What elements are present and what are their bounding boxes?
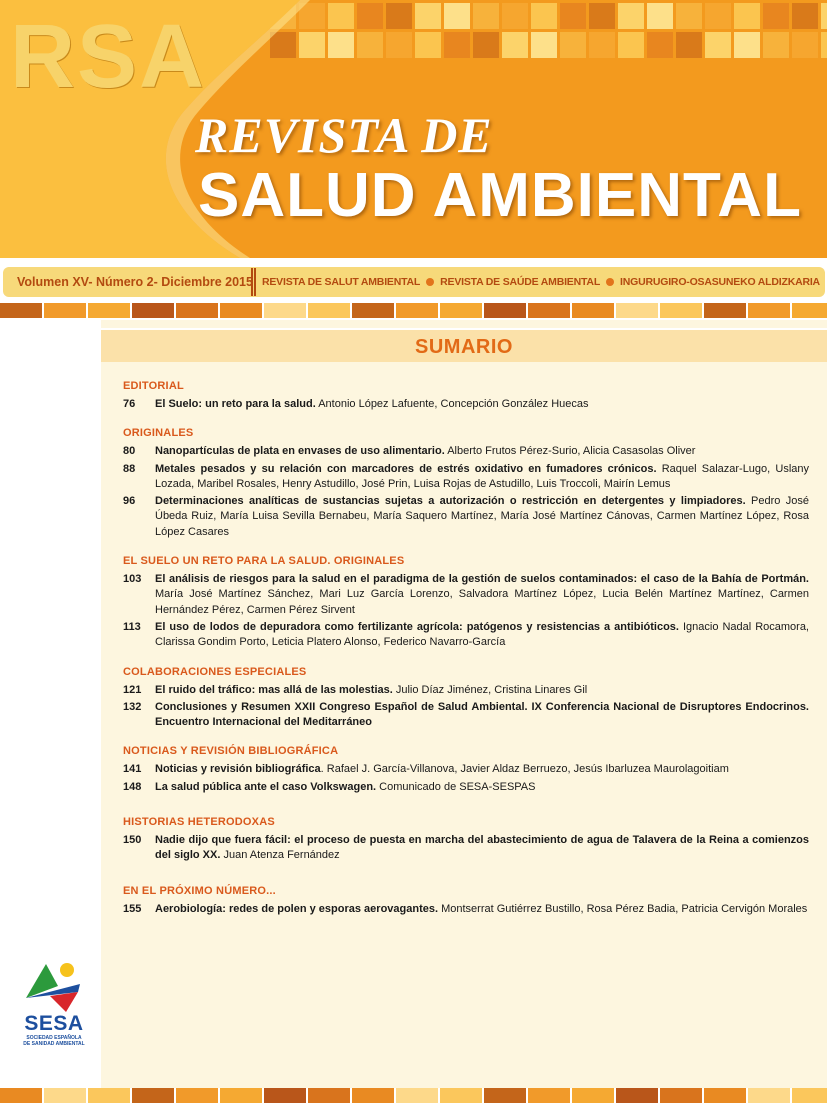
toc-section: [123, 380, 809, 412]
entry-text: [155, 462, 809, 493]
strip-tile: [748, 303, 790, 318]
sesa-name: SESA: [24, 1012, 84, 1035]
article-title: Aerobiología: redes de polen y esporas aerovagantes.: [155, 902, 439, 915]
page-number: 80: [123, 445, 136, 458]
journal-title-line1: REVISTA DE: [195, 107, 493, 163]
strip-tile: [176, 303, 218, 318]
strip-tile: [0, 1088, 42, 1103]
entry-text: [155, 902, 809, 917]
entry-text: [155, 780, 809, 795]
strip-tile: [396, 303, 438, 318]
entry-text: [155, 494, 809, 540]
page-number: 113: [123, 620, 141, 633]
volume-issue: Volumen XV- Número 2- Diciembre 2015: [17, 275, 253, 289]
section-heading: ORIGINALES: [123, 427, 194, 440]
strip-tile: [440, 303, 482, 318]
toc-entry[interactable]: [123, 572, 809, 618]
alt-title-galician: REVISTA DE SAÚDE AMBIENTAL: [440, 276, 601, 288]
strip-tile: [484, 1088, 526, 1103]
article-authors: Montserrat Gutiérrez Bustillo, Rosa Pérez Badia, Patricia Cervigón Morales: [438, 902, 808, 915]
article-title: El ruido del tráfico: mas allá de las molestias.: [155, 683, 393, 696]
page-number: 155: [123, 902, 142, 915]
page-number: 88: [123, 462, 136, 475]
toc-entry[interactable]: [123, 397, 809, 412]
strip-tile: [44, 1088, 86, 1103]
strip-tile: [264, 303, 306, 318]
strip-tile: [792, 1088, 827, 1103]
toc-section: [123, 427, 809, 540]
journal-title-line2: SALUD AMBIENTAL: [198, 161, 802, 230]
alt-title-catalan: REVISTA DE SALUT AMBIENTAL: [262, 276, 421, 288]
toc-entry[interactable]: [123, 494, 809, 540]
page-number: 150: [123, 834, 142, 847]
strip-tile: [220, 1088, 262, 1103]
strip-tile: [440, 1088, 482, 1103]
article-title: Nadie dijo que fuera fácil: el proceso de puesta en marcha del abastecimiento de agua de Talavera de la Reina a comienzos del siglo XX.: [155, 834, 809, 862]
entry-text: [155, 683, 809, 698]
strip-tile: [572, 1088, 614, 1103]
strip-tile: [264, 1088, 306, 1103]
strip-tile: [308, 303, 350, 318]
page-number: 148: [123, 780, 142, 793]
sumario-bar: [101, 328, 827, 362]
sumario-heading: SUMARIO: [415, 336, 513, 358]
page-number: 141: [123, 763, 142, 776]
rsa-logo-text: RSA: [10, 7, 207, 107]
toc-entry[interactable]: [123, 833, 809, 864]
color-strip-bottom: [0, 1088, 827, 1103]
article-title: Metales pesados y su relación con marcadores de estrés oxidativo en fumadores crónicos.: [155, 462, 657, 475]
strip-tile: [88, 1088, 130, 1103]
article-authors: . Rafael J. García-Villanova, Javier Aldaz Berruezo, Jesús Ibarluzea Maurolagoitiam: [320, 763, 729, 776]
toc-entry[interactable]: [123, 683, 809, 698]
article-authors: Comunicado de SESA-SESPAS: [376, 780, 536, 793]
sesa-subtitle-line2: DE SANIDAD AMBIENTAL: [23, 1041, 85, 1047]
article-title: El análisis de riesgos para la salud en el paradigma de la gestión de suelos contaminados: el caso de la Bahía de Portmán.: [155, 573, 809, 586]
strip-tile: [792, 303, 827, 318]
article-authors: María José Martínez Sánchez, Mari Luz García Lorenzo, Salvadora Martínez López, Lucia Belén Martínez Martínez, Carmen Hernández Pérez, Carmen Pérez Sirvent: [155, 588, 809, 616]
entry-text: [155, 762, 809, 777]
toc-section: [123, 816, 809, 864]
strip-tile: [616, 303, 658, 318]
color-strip-top: [0, 303, 827, 318]
section-heading: NOTICIAS Y REVISIÓN BIBLIOGRÁFICA: [123, 745, 339, 758]
strip-tile: [308, 1088, 350, 1103]
divider: [251, 268, 256, 296]
strip-tile: [660, 1088, 702, 1103]
strip-tile: [396, 1088, 438, 1103]
strip-tile: [176, 1088, 218, 1103]
section-heading: COLABORACIONES ESPECIALES: [123, 665, 307, 678]
toc-entry[interactable]: [123, 780, 809, 795]
strip-tile: [132, 303, 174, 318]
cover-header: [0, 0, 827, 258]
entry-text: [155, 700, 809, 731]
issue-info-bar: [3, 267, 825, 297]
toc-section: [123, 555, 809, 650]
article-title: El uso de lodos de depuradora como fertilizante agrícola: patógenos y resistencias a antibióticos.: [155, 620, 679, 633]
toc-section: [123, 666, 809, 731]
toc-section: [123, 885, 809, 917]
article-authors: Antonio López Lafuente, Concepción González Huecas: [315, 398, 589, 410]
article-authors: Alberto Frutos Pérez-Surio, Alicia Casasolas Oliver: [444, 445, 696, 458]
section-heading: EDITORIAL: [123, 380, 184, 392]
article-title: Conclusiones y Resumen XXII Congreso Español de Salud Ambiental. IX Conferencia Nacional de Disruptores Endocrinos. Encuentro Internacional del Meditarráneo: [155, 700, 809, 729]
strip-tile: [352, 1088, 394, 1103]
strip-tile: [352, 303, 394, 318]
toc-entry[interactable]: [123, 462, 809, 493]
page-number: 103: [123, 573, 142, 586]
strip-tile: [528, 1088, 570, 1103]
strip-tile: [0, 303, 42, 318]
toc-list: [123, 380, 809, 919]
page-number: 96: [123, 495, 136, 508]
toc-entry[interactable]: [123, 700, 809, 731]
article-authors: Julio Díaz Jiménez, Cristina Linares Gil: [392, 683, 588, 696]
strip-tile: [88, 303, 130, 318]
page-number: 76: [123, 398, 136, 410]
strip-tile: [704, 303, 746, 318]
section-heading: HISTORIAS HETERODOXAS: [123, 816, 275, 829]
article-title: Noticias y revisión bibliográfica: [155, 763, 321, 776]
strip-tile: [704, 1088, 746, 1103]
strip-tile: [616, 1088, 658, 1103]
strip-tile: [44, 303, 86, 318]
entry-text: [155, 444, 809, 459]
article-title: Determinaciones analíticas de sustancias sujetas a autorización o restricción en detergentes y limpiadores.: [155, 495, 746, 508]
section-heading: EL SUELO UN RETO PARA LA SALUD. ORIGINALES: [123, 555, 405, 568]
toc-section: [123, 745, 809, 795]
page-number: 121: [123, 683, 142, 696]
sesa-subtitle: [20, 1035, 88, 1047]
strip-tile: [572, 303, 614, 318]
entry-text: [155, 620, 809, 651]
entry-text: [155, 833, 809, 864]
toc-entry[interactable]: [123, 444, 809, 459]
sesa-subtitle-line1: SOCIEDAD ESPAÑOLA: [26, 1035, 82, 1041]
table-of-contents-panel: [101, 320, 827, 1088]
article-authors: Juan Atenza Fernández: [220, 849, 340, 862]
alt-title-basque: INGURUGIRO-OSASUNEKO ALDIZKARIA: [620, 276, 820, 288]
section-heading: EN EL PRÓXIMO NÚMERO...: [123, 884, 276, 897]
strip-tile: [132, 1088, 174, 1103]
article-title: Nanopartículas de plata en envases de uso alimentario.: [155, 445, 445, 458]
article-authors: Pedro José Úbeda Ruiz, María Luisa Sevilla Bernabeu, María Saquero Martínez, María José Martínez Cánovas, Carmen Martínez López, Rosa López Casares: [155, 495, 809, 538]
article-title: El Suelo: un reto para la salud.: [155, 398, 316, 410]
strip-tile: [660, 303, 702, 318]
toc-entry[interactable]: [123, 902, 809, 917]
article-title: La salud pública ante el caso Volkswagen.: [155, 780, 377, 793]
strip-tile: [528, 303, 570, 318]
strip-tile: [748, 1088, 790, 1103]
page-number: 132: [123, 700, 142, 713]
entry-text: [155, 397, 809, 412]
entry-text: [155, 572, 809, 618]
article-authors: Ignacio Nadal Rocamora, Clarissa Gondim Porto, Leticia Platero Alonso, Federico Navarro-García: [155, 620, 809, 649]
strip-tile: [484, 303, 526, 318]
article-authors: Raquel Salazar-Lugo, Uslany Lozada, Maribel Rosales, Henry Astudillo, José Prin, Luisa Rojas de Astudillo, Luis Troccoli, Mairín Lemus: [155, 462, 810, 490]
toc-entry[interactable]: [123, 762, 809, 777]
toc-entry[interactable]: [123, 620, 809, 651]
sesa-logo-icon: [20, 958, 86, 1014]
strip-tile: [220, 303, 262, 318]
bullet-dot-icon: [426, 278, 434, 286]
bullet-dot-icon: [606, 278, 614, 286]
